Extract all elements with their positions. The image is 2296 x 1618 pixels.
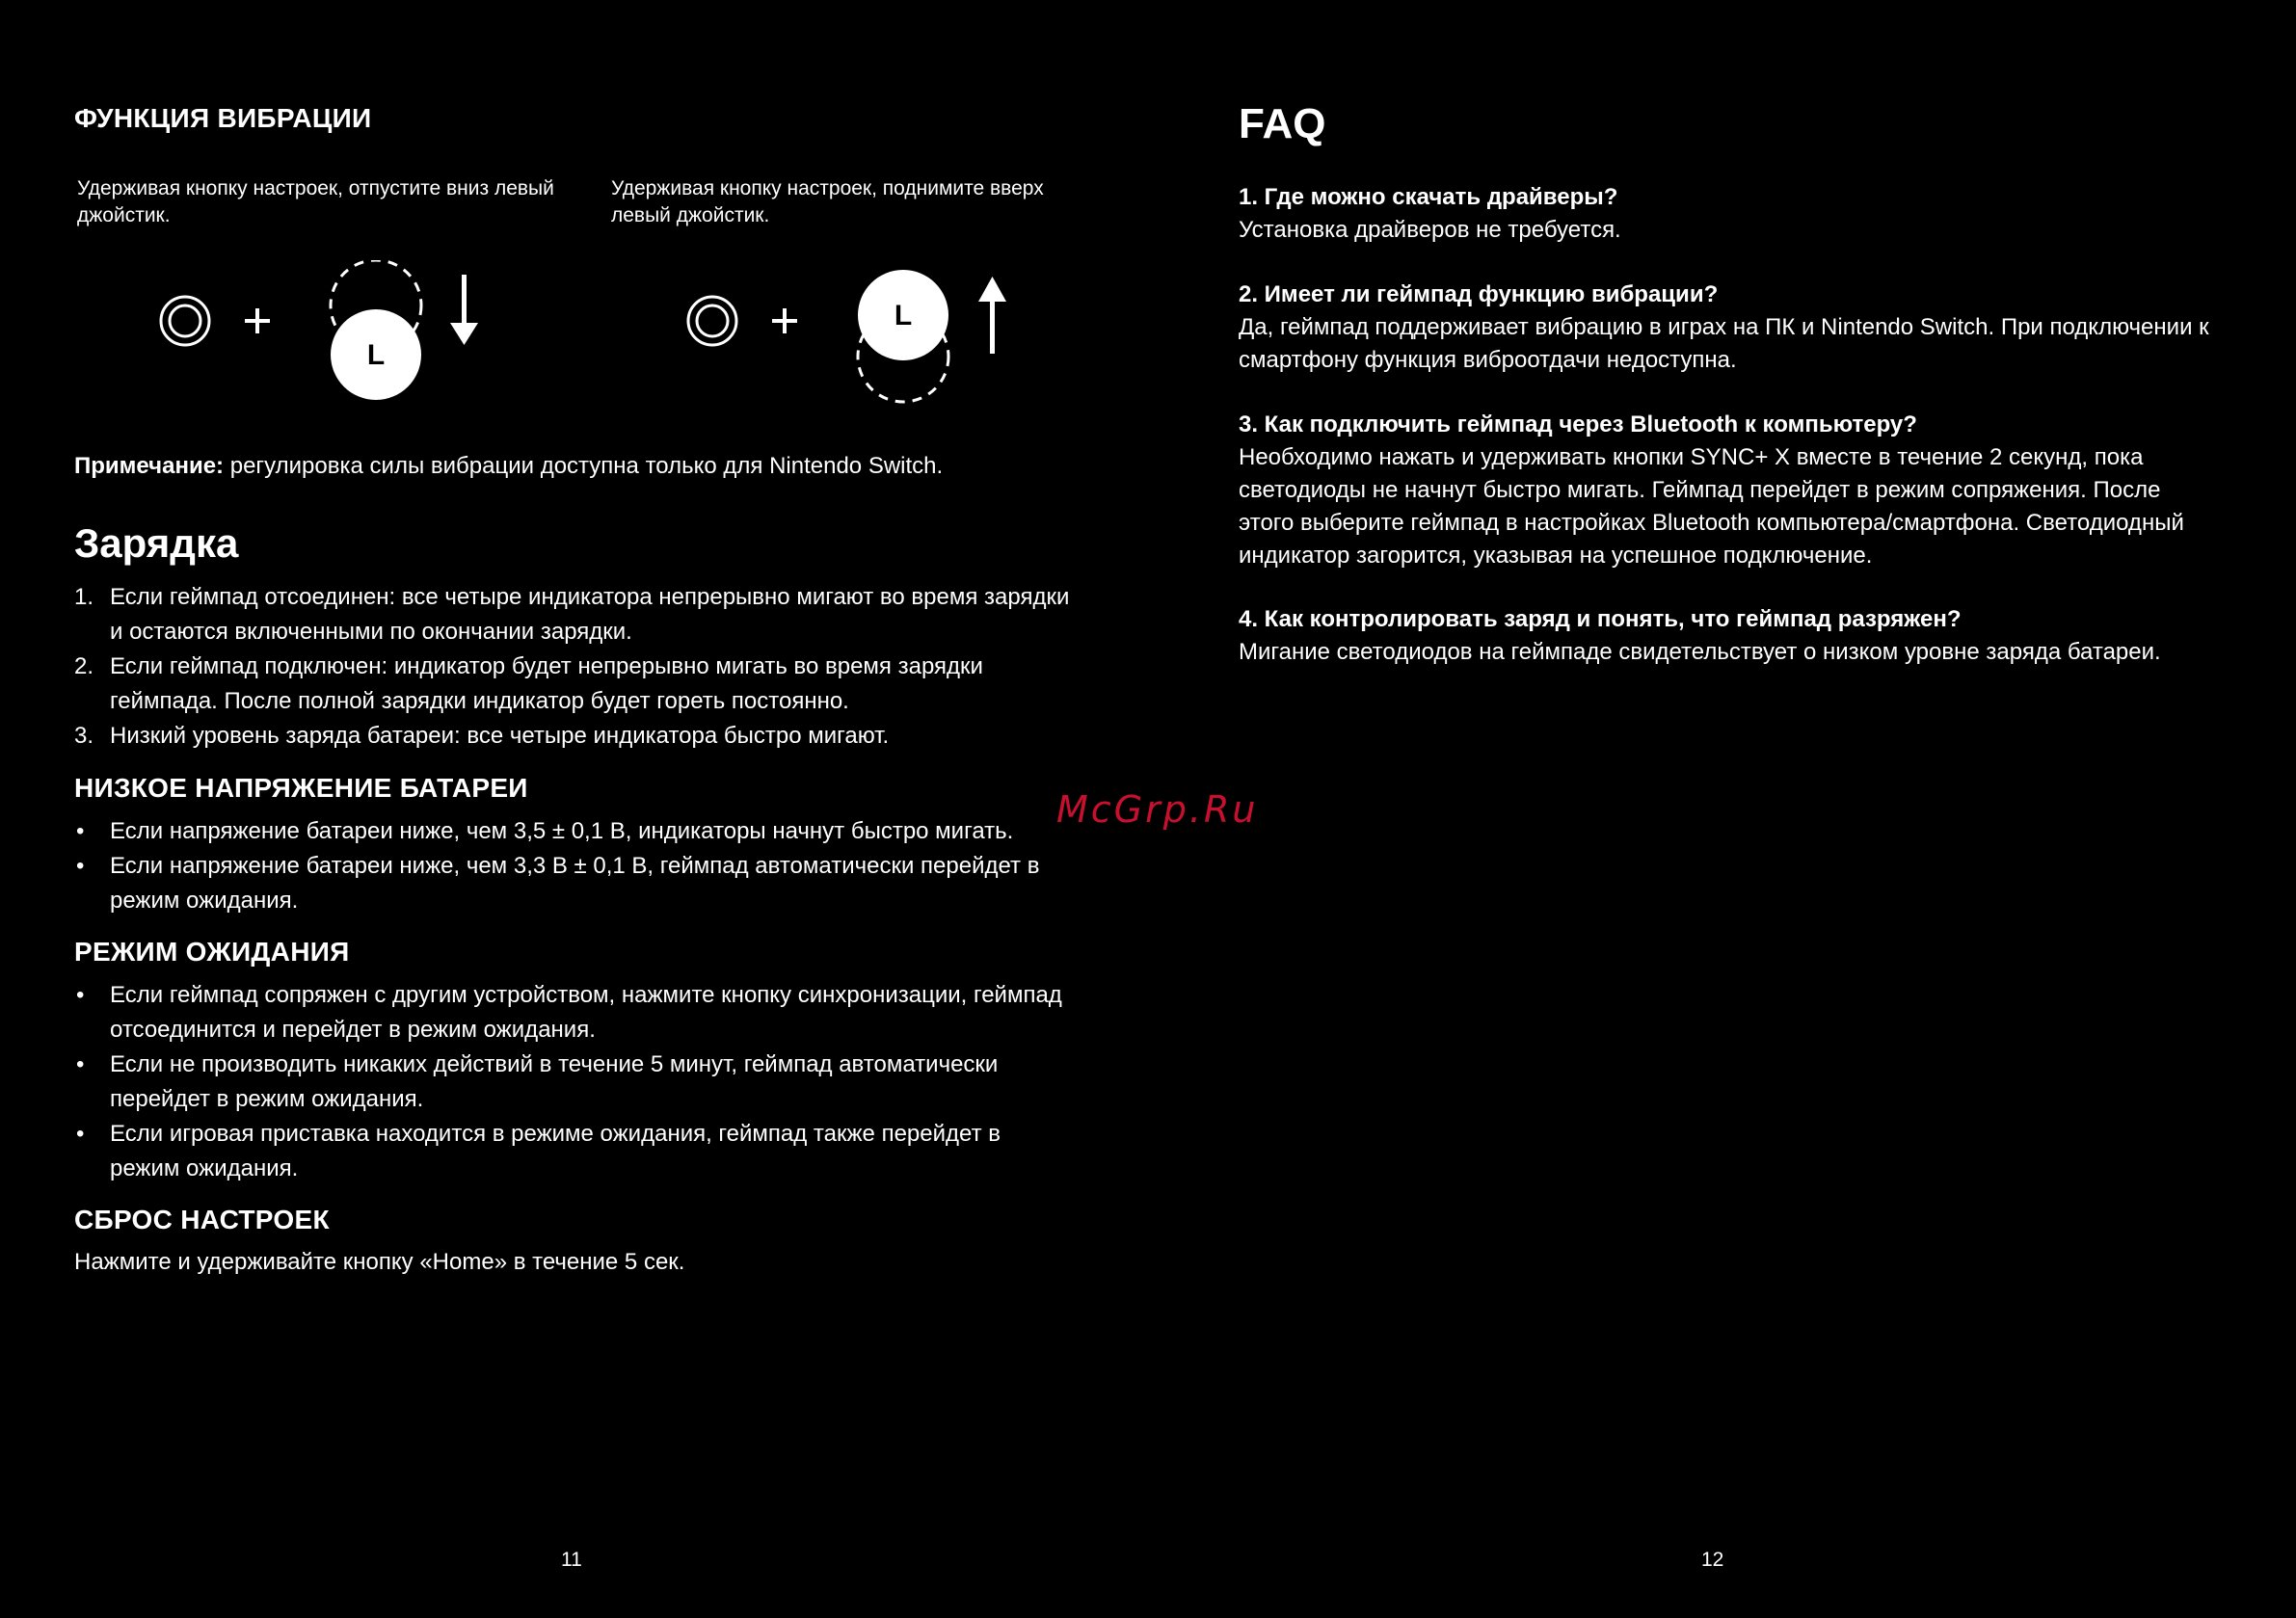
settings-button-icon: [688, 297, 736, 345]
joystick-l-label: L: [894, 300, 913, 332]
diagram-stick-down: [145, 260, 511, 414]
faq-question: 3. Как подключить геймпад через Bluetooth к компьютеру?: [1239, 411, 1917, 438]
page-number-right: 12: [1701, 1549, 1724, 1571]
list-item: 2. Если геймпад подключен: индикатор будет непрерывно мигать во время зарядки геймпада. После полной зарядки индикатор будет гореть постоянно.: [74, 653, 983, 714]
reset-text: Нажмите и удерживайте кнопку «Home» в течение 5 сек.: [74, 1249, 685, 1275]
standby-title: РЕЖИМ ОЖИДАНИЯ: [74, 937, 350, 967]
arrow-down-icon: [450, 275, 478, 345]
watermark: McGrp.Ru: [1056, 788, 1259, 831]
charging-list: [74, 580, 1077, 754]
caption-stick-down: Удерживая кнопку настроек, отпустите вниз левый джойстик.: [77, 177, 554, 226]
note-text: регулировка силы вибрации доступна только для Nintendo Switch.: [224, 453, 944, 479]
faq-question: 2. Имеет ли геймпад функцию вибрации?: [1239, 281, 1719, 307]
faq-answer: Мигание светодиодов на геймпаде свидетельствует о низком уровне заряда батареи.: [1239, 639, 2161, 665]
reset-title: СБРОС НАСТРОЕК: [74, 1205, 330, 1234]
faq-item-2: [1239, 279, 2222, 377]
joystick-l-label: L: [366, 339, 386, 371]
vibration-note: [74, 453, 943, 480]
faq-answer: Да, геймпад поддерживает вибрацию в играх на ПК и Nintendo Switch. При подключении к смартфону функция виброотдачи недоступна.: [1239, 314, 2209, 373]
list-item: • Если геймпад сопряжен с другим устройством, нажмите кнопку синхронизации, геймпад отсоединится и перейдет в режим ожидания.: [76, 982, 1062, 1043]
diagram-stick-up: [672, 260, 1038, 414]
vibration-title: ФУНКЦИЯ ВИБРАЦИИ: [74, 103, 372, 133]
plus-icon: [772, 308, 797, 333]
list-item: 1. Если геймпад отсоединен: все четыре индикатора непрерывно мигают во время зарядки и остаются включенными по окончании зарядки.: [74, 584, 1070, 645]
charging-title: Зарядка: [74, 520, 239, 566]
list-item: • Если напряжение батареи ниже, чем 3,3 В ± 0,1 В, геймпад автоматически перейдет в режим ожидания.: [76, 853, 1040, 914]
list-item: • Если игровая приставка находится в режиме ожидания, геймпад также перейдет в режим ожидания.: [76, 1121, 1001, 1181]
settings-button-icon: [161, 297, 209, 345]
faq-item-4: [1239, 603, 2222, 669]
faq-answer: Установка драйверов не требуется.: [1239, 217, 1621, 243]
note-label: Примечание:: [74, 453, 225, 479]
list-item: • Если не производить никаких действий в течение 5 минут, геймпад автоматически перейдет в режим ожидания.: [76, 1051, 999, 1112]
faq-question: 4. Как контролировать заряд и понять, что геймпад разряжен?: [1239, 606, 1962, 632]
faq-item-1: [1239, 181, 2222, 247]
plus-icon: [245, 308, 270, 333]
list-item: • Если напряжение батареи ниже, чем 3,5 ± 0,1 В, индикаторы начнут быстро мигать.: [76, 818, 1014, 844]
caption-stick-up: Удерживая кнопку настроек, поднимите вверх левый джойстик.: [611, 177, 1044, 226]
standby-list: [74, 978, 1077, 1186]
faq-answer: Необходимо нажать и удерживать кнопки SYNC+ X вместе в течение 2 секунд, пока светодиоды не начнут быстро мигать. Геймпад перейдет в режим сопряжения. После этого выберите геймпад в настройках Bluetooth компьютера/смартфона. Светодиодный индикатор загорится, указывая на успешное подключение.: [1239, 444, 2184, 569]
page-number-left: 11: [561, 1549, 582, 1571]
arrow-up-icon: [978, 277, 1006, 354]
faq-item-3: [1239, 409, 2222, 572]
faq-title: FAQ: [1239, 100, 1326, 147]
list-item: 3. Низкий уровень заряда батареи: все четыре индикатора быстро мигают.: [74, 723, 890, 749]
low-voltage-title: НИЗКОЕ НАПРЯЖЕНИЕ БАТАРЕИ: [74, 773, 528, 803]
faq-question: 1. Где можно скачать драйверы?: [1239, 184, 1618, 210]
low-voltage-list: [74, 814, 1096, 918]
